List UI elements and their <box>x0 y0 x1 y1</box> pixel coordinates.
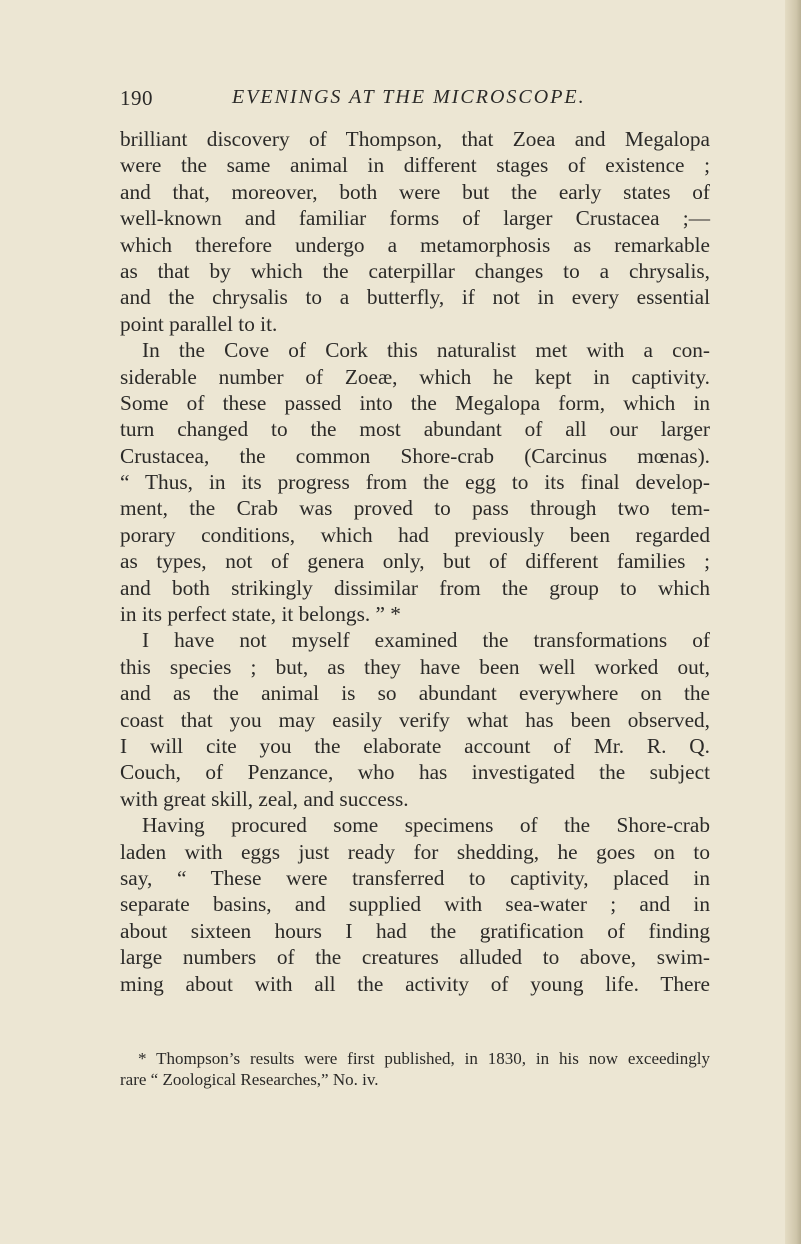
text-line: “ Thus, in its progress from the egg to its final develop- <box>120 470 710 495</box>
text-line: Crustacea, the common Shore-crab (Carcinus mœnas). <box>120 443 710 468</box>
text-line: about sixteen hours I had the gratification of finding <box>120 918 710 943</box>
text-line: turn changed to the most abundant of all our larger <box>120 417 710 442</box>
text-line: in its perfect state, it belongs. ” * <box>120 602 401 627</box>
running-title: EVENINGS AT THE MICROSCOPE. <box>232 86 586 108</box>
text-line: say, “ These were transferred to captivity, placed in <box>120 865 710 890</box>
text-line: Having procured some specimens of the Shore-crab <box>142 813 710 838</box>
text-line: this species ; but, as they have been well worked out, <box>120 654 710 679</box>
text-line: brilliant discovery of Thompson, that Zoea and Megalopa <box>120 127 710 151</box>
text-line: separate basins, and supplied with sea-water ; and in <box>120 892 710 917</box>
text-line: I will cite you the elaborate account of Mr. R. Q. <box>120 733 710 758</box>
text-line: and the chrysalis to a butterfly, if not in every essential <box>120 285 710 310</box>
footnote <box>120 1048 710 1090</box>
text-line: In the Cove of Cork this naturalist met with a con- <box>142 338 710 363</box>
text-line: I have not myself examined the transformations of <box>142 628 710 653</box>
page-number: 190 <box>120 86 153 110</box>
text-line: and that, moreover, both were but the early states of <box>120 179 710 204</box>
text-line: laden with eggs just ready for shedding, he goes on to <box>120 839 710 864</box>
text-line: which therefore undergo a metamorphosis as remarkable <box>120 232 710 257</box>
body-text <box>120 126 710 997</box>
text-line: ment, the Crab was proved to pass through two tem- <box>120 496 710 521</box>
text-line: and both strikingly dissimilar from the group to which <box>120 575 710 600</box>
text-line: as that by which the caterpillar changes to a chrysalis, <box>120 258 710 283</box>
text-line: as types, not of genera only, but of different families ; <box>120 549 710 574</box>
footnote-line: rare “ Zoological Researches,” No. iv. <box>120 1070 379 1089</box>
text-line: point parallel to it. <box>120 311 278 336</box>
text-line: coast that you may easily verify what has been observed, <box>120 707 710 732</box>
text-line: Couch, of Penzance, who has investigated the subject <box>120 760 710 785</box>
text-line: Some of these passed into the Megalopa form, which in <box>120 390 710 415</box>
text-line: large numbers of the creatures alluded to above, swim- <box>120 945 710 970</box>
page-header <box>120 86 710 116</box>
text-line: well-known and familiar forms of larger Crustacea ;— <box>120 206 710 231</box>
text-line: ming about with all the activity of young life. There <box>120 971 710 996</box>
text-line: porary conditions, which had previously been regarded <box>120 522 710 547</box>
footnote-line: * Thompson’s results were first published, in 1830, in his now exceedingly <box>138 1049 710 1068</box>
text-line: were the same animal in different stages of existence ; <box>120 153 710 178</box>
text-line: siderable number of Zoeæ, which he kept in captivity. <box>120 364 710 389</box>
text-line: with great skill, zeal, and success. <box>120 786 409 811</box>
page-edge <box>785 0 801 1244</box>
text-line: and as the animal is so abundant everywhere on the <box>120 681 710 706</box>
